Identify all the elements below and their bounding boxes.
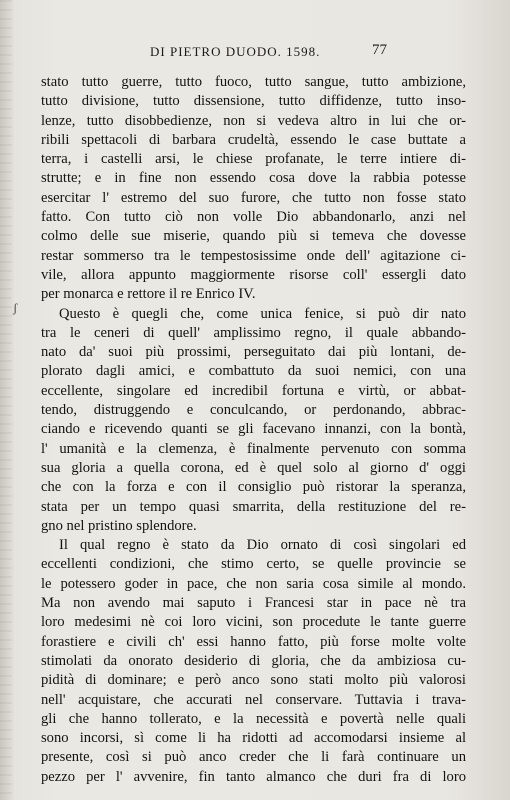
- text-line: sua gloria a quella corona, ed è quel solo al giorno d' oggi: [41, 459, 466, 476]
- text-line: plorato dagli amici, e combattuto da suoi nemici, con una: [41, 363, 466, 380]
- text-line: le potessero goder in pace, che non saria cosa simile al mondo.: [41, 575, 466, 592]
- text-line: colmo delle sue miserie, quando più si temeva che dovesse: [41, 228, 466, 245]
- text-line: ciando e ricevendo quanti se gli facevano innanzi, con la bontà,: [41, 421, 466, 438]
- text-line: sono incorsi, sì come li ha ridotti ad accomodarsi insieme al: [41, 730, 466, 747]
- text-line: gli che hanno tollerato, e la necessità e povertà nelle quali: [41, 710, 466, 727]
- text-line: eccellenti condizioni, che stimo certo, se quelle provincie se: [41, 556, 466, 573]
- page-edge-shadow: [0, 0, 12, 800]
- text-line-paragraph-end: per monarca e rettore il re Enrico IV.: [41, 286, 256, 303]
- text-line: l' umanità e la clemenza, è finalmente pervenuto con somma: [41, 440, 466, 457]
- text-line: restar sommerso tra le tempestosissime onde dell' agitazione ci-: [41, 247, 466, 264]
- text-line-paragraph-start: Il qual regno è stato da Dio ornato di così singolari ed: [59, 537, 466, 554]
- text-line: ribili spettacoli di barbara crudeltà, essendo le case buttate a: [41, 131, 466, 148]
- page-number: 77: [372, 42, 387, 58]
- text-line: nato da' suoi più prossimi, perseguitato dai più lontani, de-: [41, 344, 466, 361]
- text-line-paragraph-end: gno nel pristino splendore.: [41, 517, 197, 534]
- text-line: pezzo per l' avvenire, fin tanto almanco che duri fra di loro: [41, 768, 466, 785]
- text-line: forastiere e civili ch' essi hanno fatto, più forse molte volte: [41, 633, 466, 650]
- text-line: strutte; e in fine non essendo cosa dove la rabbia potesse: [41, 170, 466, 187]
- text-line: terra, i castelli arsi, le chiese profanate, le terre intiere di-: [41, 151, 466, 168]
- text-line: stata per un tempo quasi smarrita, della restituzione del re-: [41, 498, 466, 515]
- text-line: lenze, tutto disobbedienze, non si vedeva altro in lui che or-: [41, 112, 466, 129]
- text-line: eccellente, singolare ed incredibil fortuna e virtù, or abbat-: [41, 382, 466, 399]
- text-line: Ma non avendo mai saputo i Francesi star in pace nè tra: [41, 595, 466, 612]
- page-header: [0, 44, 510, 64]
- text-line: fatto. Con tutto ciò non volle Dio abbandonarlo, anzi nel: [41, 209, 466, 226]
- text-line: stimolati da onorato desiderio di gloria, che da ambiziosa cu-: [41, 652, 466, 669]
- text-line-paragraph-start: Questo è quegli che, come unica fenice, si può dir nato: [59, 305, 466, 322]
- text-line: tendo, distruggendo e conculcando, or perdonando, abbrac-: [41, 402, 466, 419]
- text-line: loro medesimi nè coi loro vicini, son procedute le tante guerre: [41, 614, 466, 631]
- text-line: che con la forza e con il consiglio può ristorar la speranza,: [41, 479, 466, 496]
- text-line: stato tutto guerre, tutto fuoco, tutto sangue, tutto ambizione,: [41, 74, 466, 90]
- text-line: presente, così si può anco creder che li farà continuare un: [41, 749, 466, 766]
- text-line: tutto divisione, tutto dissensione, tutto diffidenze, tutto inso-: [41, 93, 466, 110]
- margin-mark: ʃ: [13, 300, 18, 315]
- text-line: vile, allora appunto maggiormente risorse coll' essergli dato: [41, 266, 466, 283]
- running-head: DI PIETRO DUODO. 1598.: [150, 44, 321, 59]
- body-text: [41, 73, 466, 787]
- text-line: tra le ceneri di quell' amplissimo regno, il quale abbando-: [41, 324, 466, 341]
- text-line: esercitar l' estremo del suo furore, che tutto non fosse stato: [41, 189, 466, 206]
- text-line: pidità di dominare; e però anco sono stati molto più valorosi: [41, 672, 466, 689]
- text-line: nell' acquistare, che accurati nel conservare. Tuttavia i trava-: [41, 691, 466, 708]
